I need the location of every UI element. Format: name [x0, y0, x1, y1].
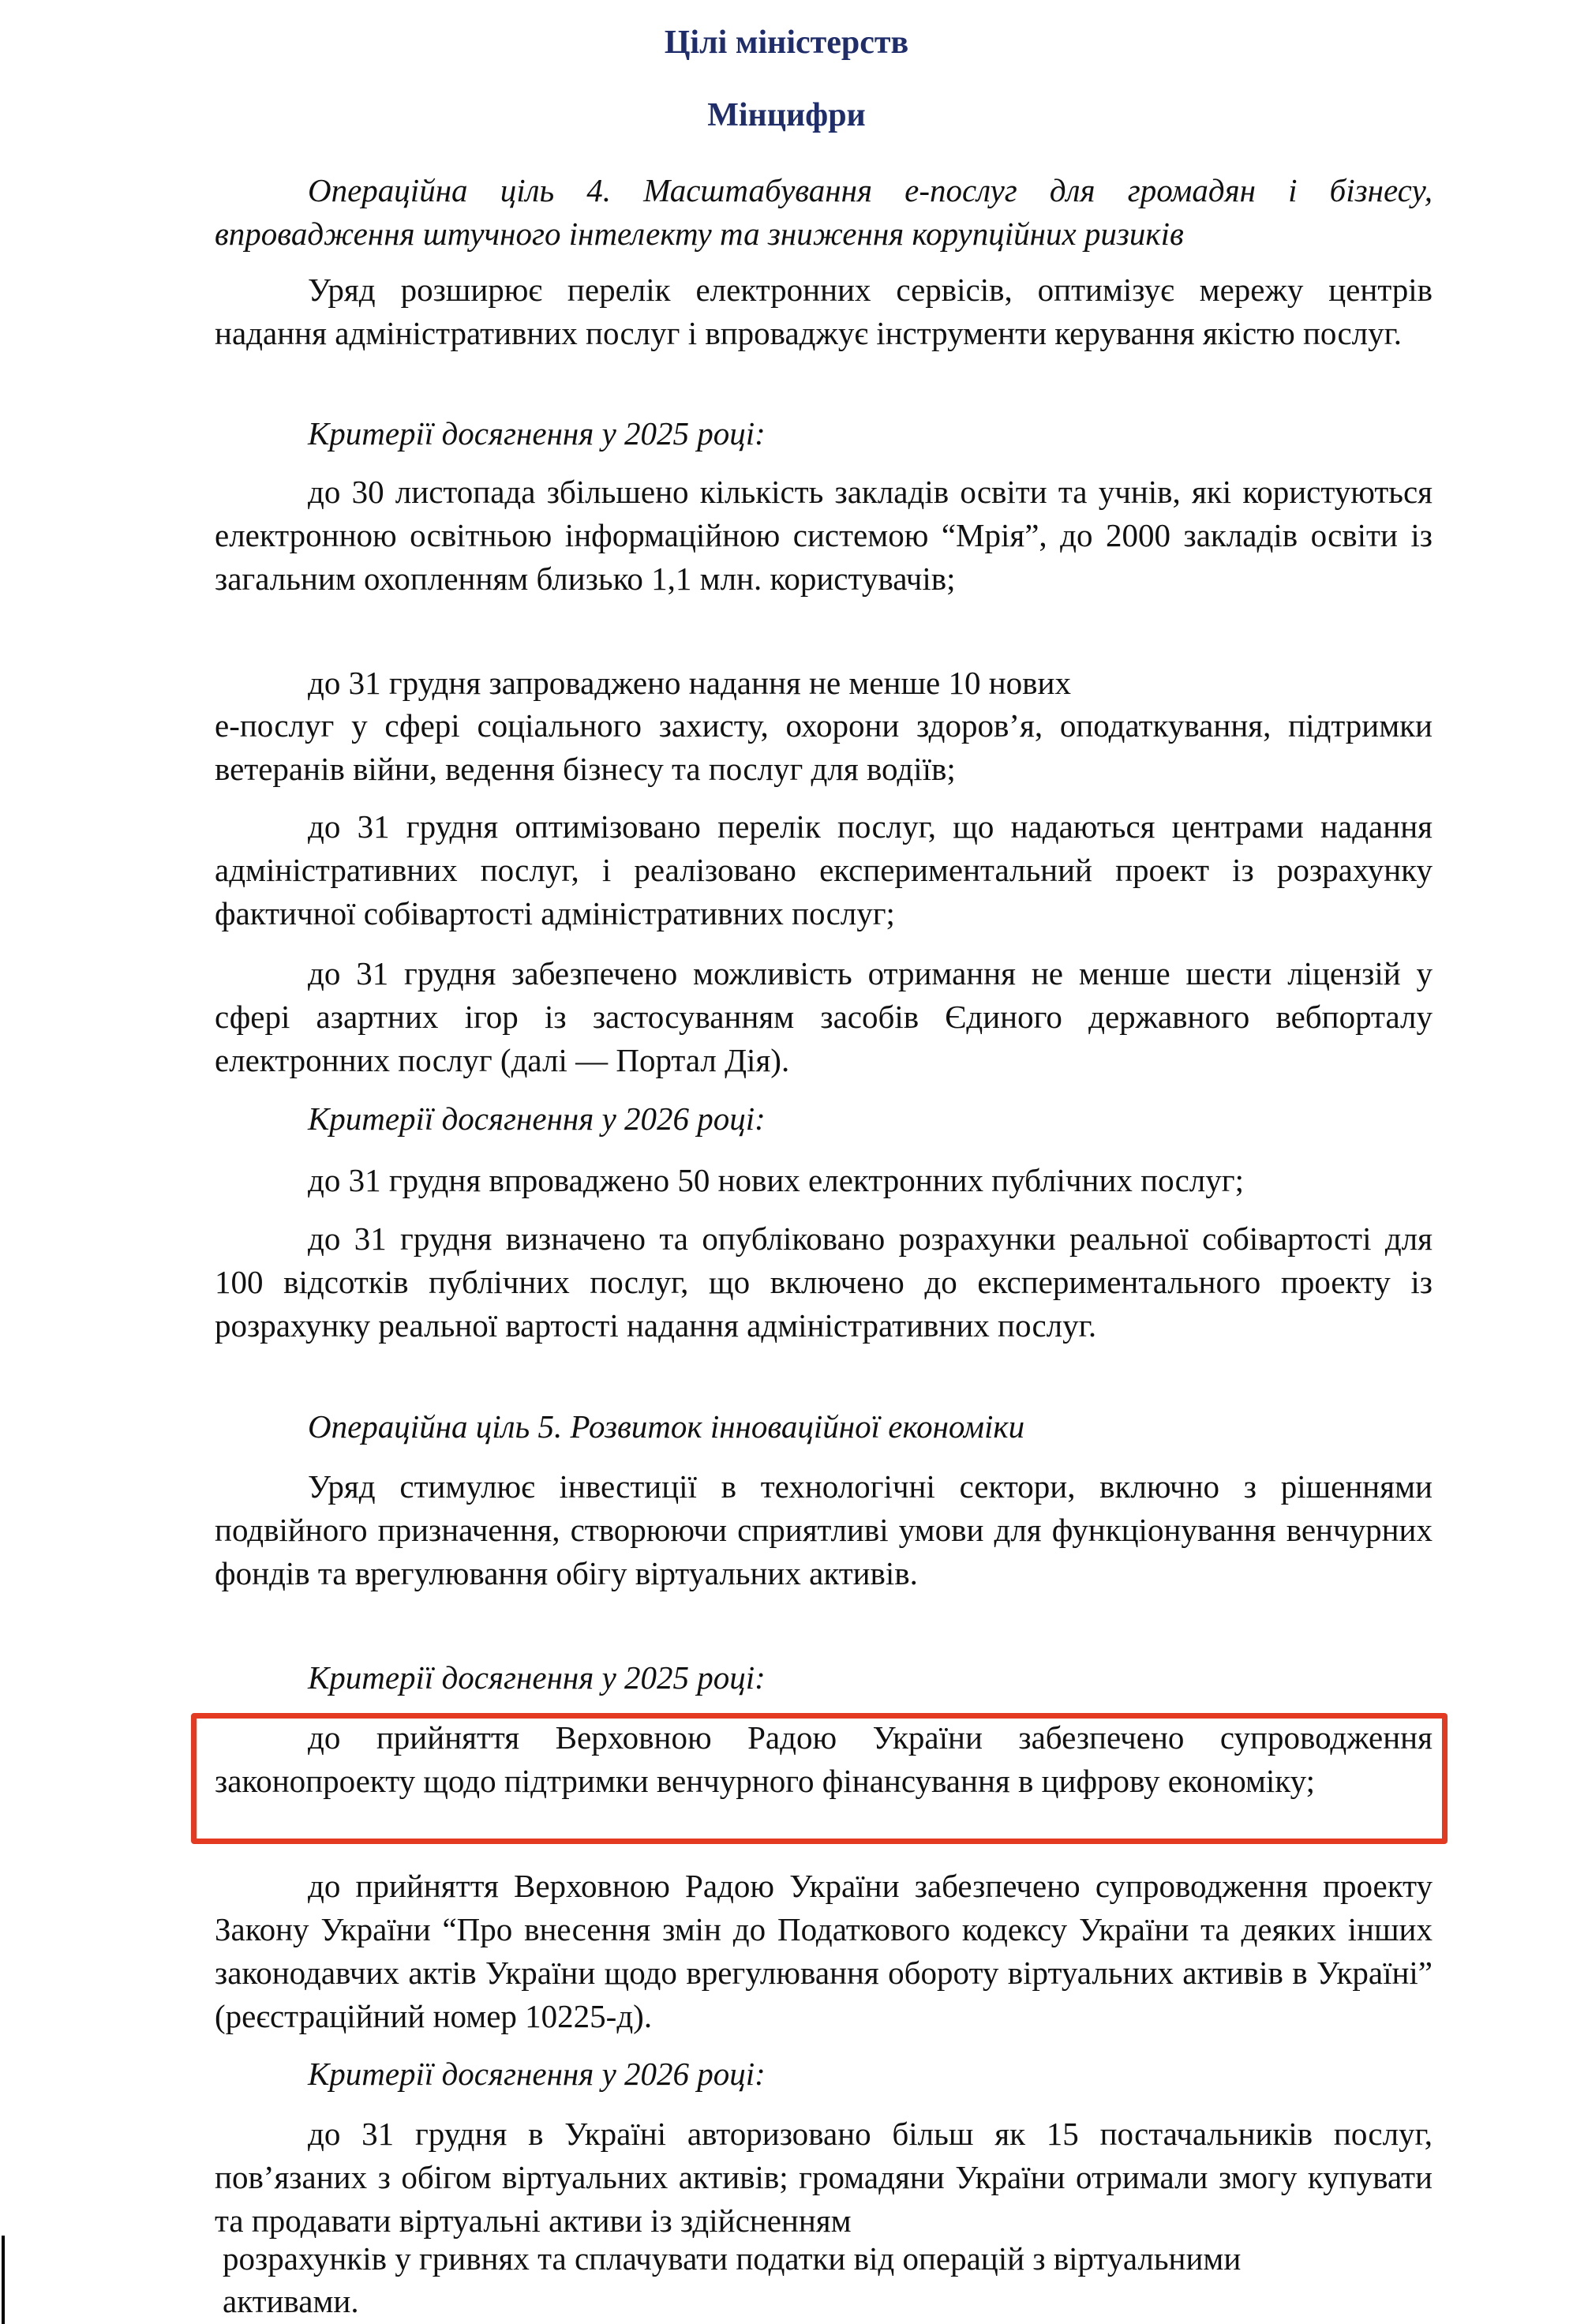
goal-4-criterion-2026-1: до 31 грудня впроваджено 50 нових електронних публічних послуг; — [308, 1162, 1244, 1198]
goal-4-criterion-2025-2-line1: до 31 грудня запроваджено надання не менше 10 нових — [308, 665, 1071, 701]
goal-4-title: Операційна ціль 4. Масштабування е-послуг для громадян і бізнесу, впровадження штучного інтелекту та зниження корупційних ризиків — [215, 172, 1433, 252]
ministry-title: Мінцифри — [707, 97, 866, 133]
goal-5-criterion-2026-1-end: активами. — [223, 2283, 359, 2319]
goal-5-intro: Уряд стимулює інвестиції в технологічні сектори, включно з рішеннями подвійного призначення, створюючи сприятливі умови для функціонування венчурних фондів та врегулювання обігу віртуальних активів. — [215, 1468, 1433, 1591]
goal-4-criteria-2025-label: Критерії досягнення у 2025 році: — [308, 415, 766, 452]
goal-5-criteria-2026-label: Критерії досягнення у 2026 році: — [308, 2056, 766, 2092]
goal-4-criterion-2026-2: до 31 грудня визначено та опубліковано розрахунки реальної собівартості для 100 відсотків публічних послуг, що включено до експериментального проекту із розрахунку реальної вартості надання адміністративних послуг. — [215, 1220, 1433, 1344]
goal-5-title: Операційна ціль 5. Розвиток інноваційної економіки — [308, 1408, 1025, 1445]
goal-5-criterion-2026-1: до 31 грудня в Україні авторизовано більш як 15 постачальників послуг, пов’язаних з обігом віртуальних активів; громадяни України отримали змогу купувати та продавати віртуальні активи із здійсненням — [215, 2116, 1433, 2239]
goal-4-criterion-2025-3: до 31 грудня оптимізовано перелік послуг, що надаються центрами надання адміністративних послуг, і реалізовано експериментальний проект із розрахунку фактичної собівартості адміністративних послуг; — [215, 808, 1433, 931]
goal-5-criteria-2025-label: Критерії досягнення у 2025 році: — [308, 1659, 766, 1696]
goal-5-criterion-2026-1-cont: розрахунків у гривнях та сплачувати податки від операцій з віртуальними — [223, 2240, 1242, 2277]
goal-4-criterion-2025-1: до 30 листопада збільшено кількість закладів освіти та учнів, які користуються електронною освітньою інформаційною системою “Мрія”, до 2000 закладів освіти із загальним охопленням близько 1,1 млн. користувачів; — [215, 474, 1433, 597]
left-edge-line — [2, 2236, 5, 2324]
goal-5-criterion-2025-1: до прийняття Верховною Радою України забезпечено супроводження законопроекту щодо підтримки венчурного фінансування в цифрову економіку; — [215, 1719, 1433, 1799]
goal-5-criterion-2025-2: до прийняття Верховною Радою України забезпечено супроводження проекту Закону України “Про внесення змін до Податкового кодексу України та деяких інших законодавчих актів України щодо врегулювання обороту віртуальних активів в Україні” (реєстраційний номер 10225-д). — [215, 1868, 1433, 2034]
goal-4-intro: Уряд розширює перелік електронних сервісів, оптимізує мережу центрів надання адміністративних послуг і впроваджує інструменти керування якістю послуг. — [215, 272, 1433, 351]
page-title: Цілі міністерств — [664, 24, 909, 61]
goal-4-criterion-2025-4: до 31 грудня забезпечено можливість отримання не менше шести ліцензій у сфері азартних ігор із застосуванням засобів Єдиного державного вебпорталу електронних послуг (далі — Портал Дія). — [215, 955, 1433, 1078]
goal-4-criteria-2026-label: Критерії досягнення у 2026 році: — [308, 1100, 766, 1137]
goal-4-criterion-2025-2-line2: е-послуг у сфері соціального захисту, охорони здоров’я, оподаткування, підтримки ветеранів війни, ведення бізнесу та послуг для водіїв; — [215, 707, 1433, 787]
